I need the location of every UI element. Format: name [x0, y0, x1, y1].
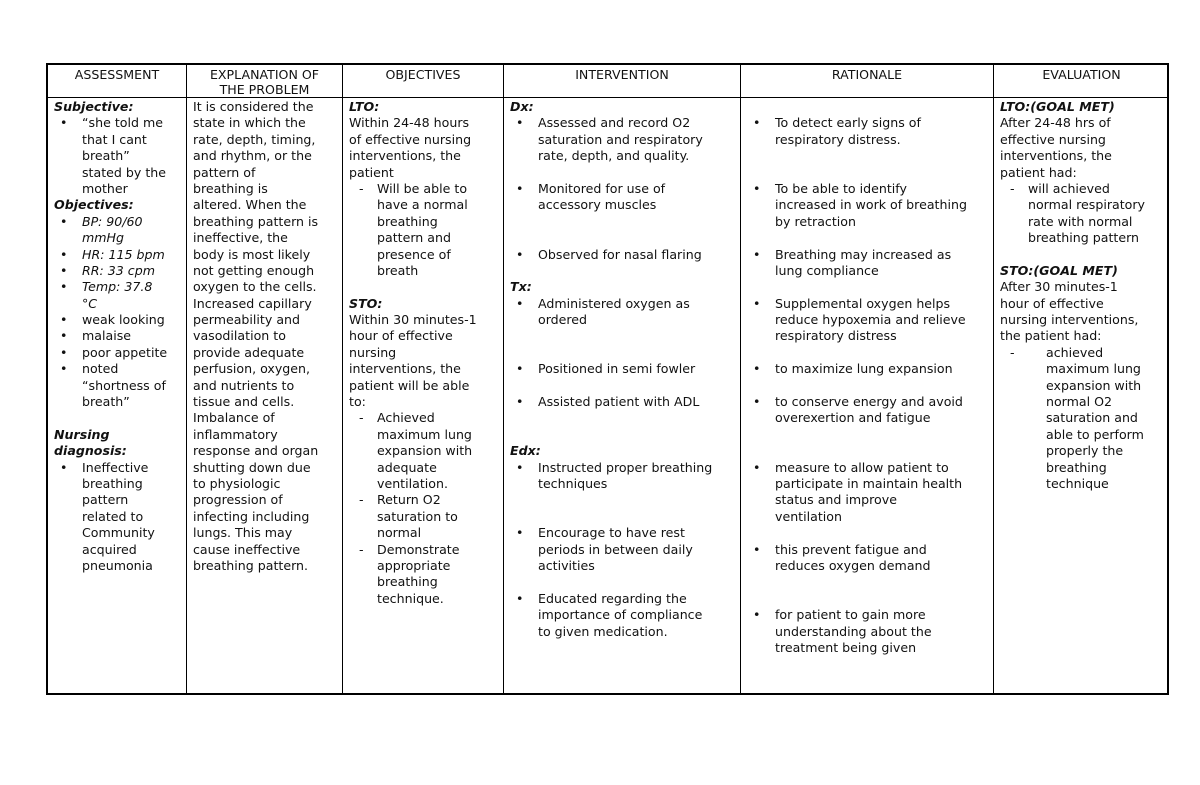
- intervention-column: [510, 99, 738, 640]
- sto-text: Within 30 minutes-1: [349, 312, 477, 328]
- evaluation-text: After 24-48 hrs of: [1000, 115, 1111, 131]
- lto-item-cont: presence of: [377, 246, 451, 262]
- sto-item-cont: breathing: [377, 574, 438, 590]
- evaluation-text: patient had:: [1000, 164, 1077, 180]
- sto-text: nursing: [349, 344, 397, 360]
- intervention-item: • Encourage to have rest: [510, 525, 738, 541]
- evaluation-item-cont: expansion with: [1046, 377, 1142, 393]
- rationale-item: • to conserve energy and avoid: [747, 394, 991, 410]
- explanation-line: body is most likely: [193, 246, 311, 262]
- lto-item-cont: have a normal: [377, 197, 468, 213]
- rationale-item-cont: reduces oxygen demand: [775, 557, 931, 573]
- rationale-item: • to maximize lung expansion: [747, 361, 991, 377]
- lto-item-cont: breath: [377, 262, 419, 278]
- explanation-line: breathing is: [193, 180, 268, 196]
- lto-text: of effective nursing: [349, 131, 472, 147]
- evaluation-item: - will achieved: [1000, 181, 1168, 197]
- explanation-line: not getting enough: [193, 262, 315, 278]
- explanation-line: ineffective, the: [193, 230, 288, 246]
- explanation-line: response and organ: [193, 443, 319, 459]
- explanation-line: infecting including: [193, 508, 310, 524]
- rationale-item: • measure to allow patient to: [747, 460, 991, 476]
- intervention-item-cont: importance of compliance: [538, 607, 703, 623]
- intervention-item-cont: ordered: [538, 312, 588, 328]
- sign-item: • noted: [54, 361, 186, 377]
- sign-item: • weak looking: [54, 312, 186, 328]
- header-divider: [48, 97, 1167, 98]
- evaluation-item-cont: breathing: [1046, 459, 1107, 475]
- subjective-item-cont: breath”: [82, 148, 130, 164]
- diagnosis-item-cont: pattern: [82, 492, 129, 508]
- header-rationale: RATIONALE: [831, 67, 903, 82]
- explanation-line: rate, depth, timing,: [193, 131, 316, 147]
- sto-item-cont: maximum lung: [377, 426, 472, 442]
- evaluation-item-cont: properly the: [1046, 443, 1124, 459]
- sto-item: - Return O2: [349, 492, 501, 508]
- explanation-line: altered. When the: [193, 197, 307, 213]
- vital-temp-unit: °C: [82, 295, 98, 311]
- sto-text: interventions, the: [349, 361, 461, 377]
- column-divider: [342, 65, 343, 693]
- rationale-item-cont: overexertion and fatigue: [775, 410, 931, 426]
- rationale-item-cont: lung compliance: [775, 262, 879, 278]
- intervention-item-cont: accessory muscles: [538, 197, 657, 213]
- subjective-item: • “she told me: [54, 115, 186, 131]
- rationale-item-cont: reduce hypoxemia and relieve: [775, 312, 966, 328]
- evaluation-text: hour of effective: [1000, 295, 1104, 311]
- explanation-line: vasodilation to: [193, 328, 286, 344]
- explanation-line: breathing pattern.: [193, 557, 309, 573]
- explanation-line: shutting down due: [193, 459, 311, 475]
- intervention-item-cont: rate, depth, and quality.: [538, 148, 690, 164]
- sto-item-cont: adequate: [377, 459, 437, 475]
- subjective-item-cont: mother: [82, 180, 128, 196]
- rationale-item-cont: respiratory distress: [775, 328, 897, 344]
- rationale-item-cont: treatment being given: [775, 639, 917, 655]
- intervention-item: • Educated regarding the: [510, 591, 738, 607]
- sto-text: hour of effective: [349, 328, 453, 344]
- rationale-item-cont: by retraction: [775, 213, 856, 229]
- explanation-line: oxygen to the cells.: [193, 279, 317, 295]
- vital-bp: • BP: 90/60: [54, 214, 186, 230]
- explanation-line: pattern of: [193, 164, 256, 180]
- evaluation-text: nursing interventions,: [1000, 312, 1139, 328]
- intervention-item: • Assessed and record O2: [510, 115, 738, 131]
- rationale-item: • Breathing may increased as: [747, 247, 991, 263]
- sto-item-cont: expansion with: [377, 443, 473, 459]
- nursing-diagnosis-label: Nursing: [54, 426, 110, 442]
- explanation-line: to physiologic: [193, 475, 281, 491]
- explanation-line: permeability and: [193, 312, 301, 328]
- sign-item: • poor appetite: [54, 345, 186, 361]
- evaluation-text: the patient had:: [1000, 328, 1102, 344]
- evaluation-item-cont: saturation and: [1046, 410, 1138, 426]
- vital-rr: • RR: 33 cpm: [54, 263, 186, 279]
- lto-item-cont: breathing: [377, 213, 438, 229]
- intervention-item: • Administered oxygen as: [510, 296, 738, 312]
- rationale-item-cont: participate in maintain health: [775, 475, 963, 491]
- sign-item-cont: “shortness of: [82, 377, 166, 393]
- rationale-item-cont: status and improve: [775, 492, 897, 508]
- evaluation-column: [1000, 99, 1168, 492]
- evaluation-item-cont: technique: [1046, 475, 1109, 491]
- diagnosis-item-cont: Community: [82, 525, 155, 541]
- objectives-column: [349, 99, 501, 607]
- diagnosis-item-cont: breathing: [82, 475, 143, 491]
- explanation-line: lungs. This may: [193, 525, 293, 541]
- column-divider: [186, 65, 187, 693]
- edx-label: Edx:: [510, 443, 541, 459]
- objectives-label: Objectives:: [54, 197, 134, 213]
- explanation-line: and nutrients to: [193, 377, 295, 393]
- intervention-item-cont: periods in between daily: [538, 541, 693, 557]
- explanation-line: perfusion, oxygen,: [193, 361, 311, 377]
- evaluation-sto-label: STO:(GOAL MET): [1000, 262, 1118, 278]
- intervention-item-cont: saturation and respiratory: [538, 131, 703, 147]
- explanation-line: state in which the: [193, 115, 306, 131]
- tx-label: Tx:: [510, 279, 532, 295]
- sto-item-cont: technique.: [377, 590, 444, 606]
- explanation-line: provide adequate: [193, 344, 305, 360]
- column-divider: [740, 65, 741, 693]
- intervention-item: • Instructed proper breathing: [510, 460, 738, 476]
- rationale-item: • To detect early signs of: [747, 115, 991, 131]
- explanation-line: progression of: [193, 492, 283, 508]
- subjective-label: Subjective:: [54, 99, 134, 114]
- explanation-line: Imbalance of: [193, 410, 275, 426]
- lto-text: interventions, the: [349, 148, 461, 164]
- header-explanation-line2: THE PROBLEM: [219, 82, 310, 97]
- sto-label: STO:: [349, 295, 383, 311]
- rationale-item: • Supplemental oxygen helps: [747, 296, 991, 312]
- rationale-item: • for patient to gain more: [747, 607, 991, 623]
- vital-hr: • HR: 115 bpm: [54, 247, 186, 263]
- evaluation-text: effective nursing: [1000, 131, 1106, 147]
- lto-label: LTO:: [349, 99, 380, 114]
- evaluation-item: - achieved: [1000, 345, 1168, 361]
- lto-item: - Will be able to: [349, 181, 501, 197]
- rationale-item: • this prevent fatigue and: [747, 542, 991, 558]
- sto-item-cont: saturation to: [377, 508, 458, 524]
- sto-text: patient will be able: [349, 377, 470, 393]
- dx-label: Dx:: [510, 99, 534, 114]
- intervention-item: • Positioned in semi fowler: [510, 361, 738, 377]
- header-evaluation: EVALUATION: [1042, 67, 1121, 82]
- sign-item-cont: breath”: [82, 394, 130, 410]
- explanation-column: [193, 99, 341, 574]
- evaluation-item-cont: breathing pattern: [1028, 230, 1140, 246]
- evaluation-item-cont: normal respiratory: [1028, 197, 1146, 213]
- sto-item-cont: normal: [377, 525, 422, 541]
- rationale-item-cont: increased in work of breathing: [775, 197, 967, 213]
- sto-text: to:: [349, 394, 366, 410]
- subjective-item-cont: stated by the: [82, 164, 167, 180]
- explanation-line: and rhythm, or the: [193, 148, 312, 164]
- rationale-item-cont: respiratory distress.: [775, 131, 901, 147]
- rationale-column: [747, 99, 991, 656]
- rationale-item-cont: ventilation: [775, 508, 842, 524]
- evaluation-item-cont: able to perform: [1046, 426, 1144, 442]
- diagnosis-item-cont: related to: [82, 508, 144, 524]
- explanation-line: It is considered the: [193, 99, 314, 114]
- sto-item: - Demonstrate: [349, 542, 501, 558]
- header-explanation: [187, 67, 342, 97]
- sto-item-cont: ventilation.: [377, 475, 448, 491]
- vital-temp: • Temp: 37.8: [54, 279, 186, 295]
- explanation-line: tissue and cells.: [193, 394, 295, 410]
- intervention-item: • Observed for nasal flaring: [510, 247, 738, 263]
- evaluation-text: interventions, the: [1000, 148, 1112, 164]
- lto-text: Within 24-48 hours: [349, 115, 470, 131]
- header-explanation-line1: EXPLANATION OF: [209, 67, 320, 82]
- diagnosis-item-cont: acquired: [82, 541, 137, 557]
- header-intervention: INTERVENTION: [575, 67, 669, 82]
- rationale-item-cont: understanding about the: [775, 623, 932, 639]
- vital-bp-unit: mmHg: [82, 230, 124, 246]
- intervention-item-cont: activities: [538, 557, 595, 573]
- intervention-item: • Assisted patient with ADL: [510, 394, 738, 410]
- evaluation-item-cont: maximum lung: [1046, 361, 1141, 377]
- nursing-diagnosis-label: diagnosis:: [54, 443, 127, 459]
- evaluation-item-cont: rate with normal: [1028, 213, 1133, 229]
- lto-item-cont: pattern and: [377, 230, 451, 246]
- explanation-line: cause ineffective: [193, 541, 301, 557]
- assessment-column: [54, 99, 186, 574]
- header-assessment: ASSESSMENT: [74, 67, 160, 82]
- intervention-item: • Monitored for use of: [510, 181, 738, 197]
- intervention-item-cont: techniques: [538, 475, 608, 491]
- evaluation-lto-label: LTO:(GOAL MET): [1000, 99, 1115, 114]
- evaluation-text: After 30 minutes-1: [1000, 279, 1118, 295]
- subjective-item-cont: that I cant: [82, 131, 147, 147]
- sto-item-cont: appropriate: [377, 557, 451, 573]
- lto-text: patient: [349, 164, 394, 180]
- column-divider: [993, 65, 994, 693]
- sto-item: - Achieved: [349, 410, 501, 426]
- explanation-line: breathing pattern is: [193, 213, 319, 229]
- explanation-line: inflammatory: [193, 426, 278, 442]
- diagnosis-item-cont: pneumonia: [82, 557, 153, 573]
- intervention-item-cont: to given medication.: [538, 623, 668, 639]
- diagnosis-item: • Ineffective: [54, 460, 186, 476]
- column-divider: [503, 65, 504, 693]
- sign-item: • malaise: [54, 328, 186, 344]
- explanation-line: Increased capillary: [193, 295, 312, 311]
- header-objectives: OBJECTIVES: [385, 67, 461, 82]
- rationale-item: • To be able to identify: [747, 181, 991, 197]
- evaluation-item-cont: normal O2: [1046, 394, 1113, 410]
- care-plan-table: [46, 63, 1169, 695]
